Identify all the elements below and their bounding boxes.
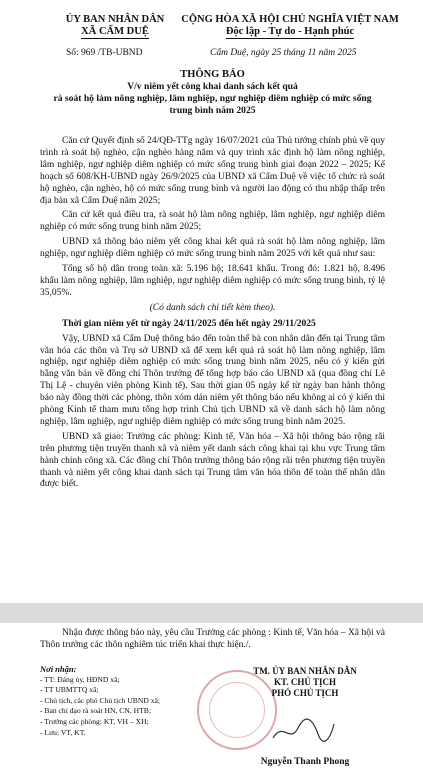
org-line-1: ỦY BAN NHÂN DÂN xyxy=(65,14,165,25)
document-body xyxy=(40,136,385,494)
closing-text: Nhận được thông báo này, yêu cầu Trưởng các phòng : Kinh tế, Văn hóa – Xã hội và Thôn trưởng các thôn nghiêm túc triển khai thực hiện./. xyxy=(40,628,385,650)
signature-org: TM. ỦY BAN NHÂN DÂN xyxy=(253,666,357,676)
document-subject xyxy=(40,81,385,117)
motto: Độc lập - Tự do - Hạnh phúc xyxy=(225,26,355,37)
signer-name: Nguyễn Thanh Phong xyxy=(260,757,350,767)
issuing-authority xyxy=(40,14,190,39)
recipient-item: - Trưởng các phòng: KT, VH – XH; xyxy=(40,716,149,726)
paragraph-statistics: Tổng số hộ dân trong toàn xã: 5.196 hộ; 18.641 khẩu. Trong đó: 1.821 hộ, 8.496 khẩu làm nông nghiệp, lâm nghiệp, ngư nghiệp diêm nghiệp có mức sống trung bình, tỷ lệ 35,05%. xyxy=(40,264,385,298)
recipient-item: - TT UBMTTQ xã; xyxy=(40,685,99,695)
date-line: Cẩm Duệ, ngày 25 tháng 11 năm 2025 xyxy=(210,48,357,58)
recipients-heading: Nơi nhận: xyxy=(40,664,77,674)
page-separator xyxy=(0,603,423,623)
recipient-item: - TT: Đảng ủy, HĐND xã; xyxy=(40,674,120,684)
subject-line-1: V/v niêm yết công khai danh sách kết quả xyxy=(127,81,298,92)
handwritten-signature-icon xyxy=(268,716,338,746)
recipient-item: - Lưu: VT, KT. xyxy=(40,727,86,737)
paragraph-legal-basis: Căn cứ Quyết định số 24/QĐ-TTg ngày 16/07/2021 của Thủ tướng chính phủ về quy trình rà soát hộ nghèo, cận nghèo hàng năm và quy trình xác định hộ làm nông nghiệp, lâm nghiệp, ngư nghiệp diêm nghiệp có mức sống trung bình giai đoạn 2022 – 2025; Kế hoạch số 608/KH-UBND ngày 26/9/2025 của UBND xã Cẩm Duệ về việc tổ chức rà soát hộ nghèo, cận nghèo, hộ có mức sống trung bình và người lao động có thu nhập thấp trên địa bàn xã Cẩm Duệ năm 2025; xyxy=(40,136,385,206)
recipient-item: - Ban chỉ đạo rà soát HN, CN, HTB; xyxy=(40,706,151,716)
recipient-item: - Chủ tịch, các phó Chủ tịch UBND xã; xyxy=(40,695,161,705)
nation-line: CỘNG HÒA XÃ HỘI CHỦ NGHĨA VIỆT NAM xyxy=(181,14,399,25)
signature-role-1: KT. CHỦ TỊCH xyxy=(274,677,336,687)
paragraph-announcement: UBND xã thông báo niêm yết công khai kết quả rà soát hộ làm nông nghiệp, lâm nghiệp, ngư nghiệp diêm nghiệp có mức sống trung bình năm 2025 với kết quả như sau: xyxy=(40,237,385,260)
subject-line-2: rà soát hộ làm nông nghiệp, lâm nghiệp, ngư nghiệp diêm nghiệp có mức sống xyxy=(53,93,372,104)
closing-paragraph xyxy=(40,627,385,651)
signature-role-2: PHÓ CHỦ TỊCH xyxy=(271,688,339,698)
org-line-2: XÃ CẨM DUỆ xyxy=(81,26,149,37)
posting-period: Thời gian niêm yết từ ngày 24/11/2025 đến hết ngày 29/11/2025 xyxy=(62,318,316,329)
paragraph-instructions: Vậy, UBND xã Cẩm Duệ thông báo đến toàn thể bà con nhân dân đến tại Trung tâm văn hóa các thôn và Trụ sở UBND xã để xem kết quả rà soát hộ làm nông nghiệp, lâm nghiệp, ngư nghiệp diêm nghiệp có mức sống trung bình năm 2025, nếu có ý kiến gửi bằng văn bản về đồng chí Thôn trưởng để tổng hợp báo cáo UBND xã (qua đồng chí Lê Thị Lệ - chuyên viên phòng Kinh tế). Sau thời gian 05 ngày kể từ ngày ban hành thông báo này đồng thời các phòng, thôn xóm dán niêm yết thông báo nếu không ai có ý kiến thì phòng Kinh tế tham mưu tổng hợp trình Chủ tịch UBND xã về danh sách hộ làm nông nghiệp, lâm nghiệp, ngư nghiệp diêm nghiệp có mức sống trung bình năm 2025. xyxy=(40,333,385,427)
national-title xyxy=(170,14,410,39)
subject-line-3: trung bình năm 2025 xyxy=(169,105,256,116)
signature-block xyxy=(220,666,390,699)
document-number: Số: 969 /TB-UBND xyxy=(66,48,143,58)
recipients-list xyxy=(40,664,215,738)
paragraph-survey-basis: Căn cứ kết quả điều tra, rà soát hộ làm nông nghiệp, lâm nghiệp, ngư nghiệp diêm nghiệp có mức sống trung bình năm 2025; xyxy=(40,210,385,233)
document-title: THÔNG BÁO xyxy=(180,69,245,80)
attachment-note: (Có danh sách chi tiết kèm theo). xyxy=(149,302,276,313)
paragraph-assignment: UBND xã giao: Trưởng các phòng: Kinh tế, Văn hóa – Xã hội thông báo rộng rãi trên phương tiện truyền thanh xã và niêm yết danh sách công khai tại khu vực Trung tâm hành chính công xã. Các đồng chí Thôn trưởng thông báo rộng rãi trên phương tiện truyền thanh và niêm yết công khai danh sách tại Trung tâm văn hóa thôn để toàn thể nhân dân được biết. xyxy=(40,431,385,490)
